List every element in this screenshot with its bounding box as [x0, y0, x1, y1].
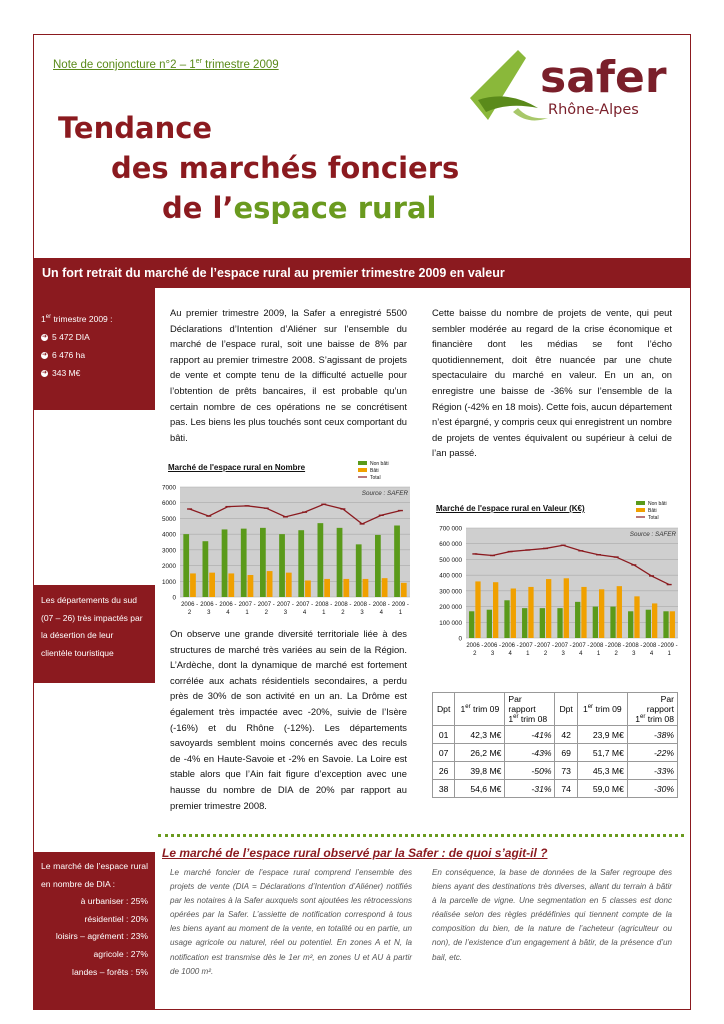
cell: 59,0 M€	[577, 780, 627, 798]
bar-non-bati	[522, 608, 527, 638]
x-tick-label: 2006 -	[501, 643, 519, 649]
col1-paragraph-1: Au premier trimestre 2009, la Safer a enregistré 5500 Déclarations d’Intention d’Aliéner sur l’ensemble du marché de l’espace rural, soit une baisse de 8% par rapport au premier trimestre 2008. S’agissant de projets de vente et compte tenu de la difficulté actuelle pour l’obtention de prêts bancaires, il est probable qu’un certain nombre de ces opérations ne se concrétisent pas. Les biens les plus touchés sont ceux comportant du bâti.	[170, 307, 407, 443]
legend-label: Bâti	[370, 468, 379, 474]
cell: 74	[555, 780, 577, 798]
x-tick-label: 2008 -	[372, 602, 390, 608]
x-tick-label: 2007 -	[519, 643, 537, 649]
y-tick-label: 4000	[161, 531, 176, 539]
section-2-title: Le marché de l’espace rural observé par la Safer : de quoi s’agit-il ?	[162, 846, 548, 860]
y-tick-label: 700 000	[439, 525, 462, 533]
table-header: Par rapport 1er trim 08	[505, 693, 555, 726]
y-tick-label: 0	[172, 594, 176, 602]
cell: 01	[433, 726, 455, 744]
x-tick-label: 2	[187, 610, 192, 616]
chart-value	[422, 497, 684, 667]
key-figures-heading: 1er trimestre 2009 :	[41, 314, 113, 324]
logo-region: Rhône-Alpes	[548, 102, 639, 118]
x-tick-label: 1	[398, 610, 403, 616]
arrow-icon: ➜	[41, 370, 48, 377]
cell: -41%	[505, 726, 555, 744]
table-header: 1er trim 09	[455, 693, 505, 726]
bar-non-bati	[575, 602, 580, 638]
cell: -38%	[627, 726, 677, 744]
bar-non-bati	[337, 528, 343, 597]
cell: 07	[433, 744, 455, 762]
x-tick-label: 2007 -	[536, 643, 555, 649]
title-line-1: Tendance	[58, 111, 213, 145]
cell: -31%	[505, 780, 555, 798]
bar-bati	[564, 578, 569, 638]
table-header: 1er trim 09	[577, 693, 627, 726]
bar-non-bati	[279, 534, 285, 597]
y-tick-label: 5000	[161, 515, 176, 523]
table-row	[433, 726, 678, 744]
bar-bati	[248, 575, 254, 597]
x-tick-label: 2008 -	[334, 602, 352, 608]
x-tick-label: 2008 -	[589, 643, 608, 649]
y-tick-label: 500 000	[439, 556, 462, 564]
department-value-table	[432, 692, 678, 798]
bar-non-bati	[222, 529, 228, 597]
x-tick-label: 2	[341, 610, 345, 616]
cell: -22%	[627, 744, 677, 762]
cell: 23,9 M€	[577, 726, 627, 744]
sidebar-segments	[34, 852, 155, 1010]
bar-bati	[546, 579, 551, 638]
x-tick-label: 2007 -	[238, 602, 256, 608]
bar-non-bati	[593, 607, 598, 638]
bar-bati	[617, 586, 622, 638]
x-tick-label: 4	[508, 651, 512, 657]
bar-non-bati	[469, 611, 474, 638]
legend-label: Non bâti	[648, 501, 667, 507]
x-tick-label: 2	[473, 651, 477, 657]
cell: 45,3 M€	[577, 762, 627, 780]
bar-bati	[324, 579, 330, 597]
x-tick-label: 1	[526, 651, 530, 657]
y-tick-label: 3000	[161, 547, 176, 555]
x-tick-label: 1	[667, 651, 671, 657]
x-tick-label: 2009 -	[391, 602, 409, 608]
x-tick-label: 2007 -	[257, 602, 275, 608]
bar-bati	[382, 578, 388, 597]
y-tick-label: 300 000	[439, 588, 462, 596]
x-tick-label: 2008 -	[642, 643, 661, 649]
x-tick-label: 2	[614, 651, 618, 657]
sec2-col1-text: Le marché foncier de l’espace rural comprend l’ensemble des projets de vente (DIA = Déclarations d’Intention d’Aliéner) notifiés par les notaires à la Safer auxquels sont ajoutées les rétrocessions opérées par la Safer. L’assiette de notification correspond à tous les biens ayant au moment de la vente, en totalité ou en partie, un usage agricole ou naturel, réel ou potentiel. En zones A et N, la notification est transmise dès le 1er m², en zones U et AU à partir de 1000 m².	[170, 868, 412, 976]
cell: 38	[433, 780, 455, 798]
x-tick-label: 2	[264, 610, 268, 616]
chart-value-title: Marché de l'espace rural en Valeur (K€)	[436, 504, 585, 513]
bar-bati	[228, 573, 234, 597]
x-tick-label: 4	[302, 610, 307, 616]
x-tick-label: 2009 -	[660, 643, 678, 649]
bar-bati	[267, 571, 273, 597]
chart-count-svg	[160, 455, 418, 625]
bar-bati	[343, 579, 349, 597]
bar-non-bati	[375, 535, 381, 597]
bar-bati	[475, 581, 480, 638]
x-tick-label: 3	[561, 651, 565, 657]
sidebar-text: clientèle touristique	[41, 647, 114, 658]
y-tick-label: 600 000	[439, 541, 462, 549]
x-tick-label: 2008 -	[353, 602, 371, 608]
y-tick-label: 400 000	[439, 572, 462, 580]
table-row	[433, 762, 678, 780]
legend-label: Non bâti	[370, 461, 389, 467]
bar-bati	[305, 581, 311, 598]
col1-paragraph-2: On observe une grande diversité territoriale liée à des structures de marché très variées au sein de la Région. L’Ardèche, dont la dynamique de marché est fortement corrélée aux achats résidentiels secondaires, a perdu près de 30% de son activité en un an. La Drôme est également très impactée avec -20%, suivie de l’Isère (-16%) et du Rhône (-12%). Les départements savoyards semblent moins concernés avec des reculs de -4% en Haute-Savoie et -2% en Savoie. La Loire est stable alors que l’Ain fait figure d’exception avec une hausse du nombre de DIA de 20% par rapport au premier trimestre 2008.	[170, 628, 407, 811]
bar-non-bati	[540, 608, 545, 638]
x-tick-label: 2	[543, 651, 548, 657]
legend-swatch	[358, 468, 367, 472]
segments-heading: Le marché de l’espace rural en nombre de DIA :	[41, 861, 148, 889]
chart-value-svg	[422, 497, 684, 667]
bar-bati	[581, 587, 586, 638]
chart-count	[160, 455, 418, 625]
x-tick-label: 1	[322, 610, 326, 616]
x-tick-label: 1	[596, 651, 601, 657]
bar-non-bati	[663, 611, 668, 638]
cell: -43%	[505, 744, 555, 762]
safer-logo	[468, 50, 673, 130]
cell: 42,3 M€	[455, 726, 505, 744]
y-tick-label: 6000	[161, 500, 176, 508]
bar-bati	[493, 582, 498, 638]
bar-non-bati	[487, 610, 492, 638]
sidebar-key-figures	[34, 288, 155, 410]
key-figure-ha: ➜ 6 476 ha	[41, 350, 86, 360]
x-tick-label: 2008 -	[607, 643, 625, 649]
legend-swatch	[636, 501, 645, 505]
x-tick-label: 4	[579, 651, 583, 657]
cell: 42	[555, 726, 577, 744]
cell: 73	[555, 762, 577, 780]
x-tick-label: 2007 -	[276, 602, 294, 608]
y-tick-label: 2000	[161, 563, 176, 571]
x-tick-label: 2006 -	[181, 602, 199, 608]
table-header: Par rapport 1er trim 08	[627, 693, 677, 726]
y-tick-label: 1000	[161, 578, 176, 586]
bar-non-bati	[298, 530, 304, 597]
y-tick-label: 0	[458, 635, 462, 643]
key-figure-dia: ➜ 5 472 DIA	[41, 332, 90, 342]
arrow-icon: ➜	[41, 352, 48, 359]
bar-non-bati	[628, 611, 633, 638]
title-line-2: des marchés fonciers	[111, 151, 460, 185]
x-tick-label: 2007 -	[554, 643, 572, 649]
x-tick-label: 3	[283, 610, 288, 616]
cell: -50%	[505, 762, 555, 780]
segment-item: à urbaniser : 25%	[80, 896, 148, 907]
x-tick-label: 3	[360, 610, 364, 616]
arrow-icon: ➜	[41, 334, 48, 341]
x-tick-label: 3	[207, 610, 211, 616]
bar-bati	[511, 589, 516, 639]
title-line-3: de l’espace rural	[162, 191, 437, 225]
segment-item: landes – forêts : 5%	[72, 966, 148, 977]
legend-swatch	[358, 461, 367, 465]
col2-paragraph-1: Cette baisse du nombre de projets de vente, qui peut sembler modérée au regard de la crise économique et financière dont les médias se font l’écho quotidiennement, doit être nuancée par une chute spectaculaire du marché en valeur. En un an, on enregistre une baisse de -36% sur l’ensemble de la Région (-42% en 18 mois). Cette fois, aucun département n’est épargné, y compris ceux qui enregistrent un nombre de projets de ventes équivalent ou supérieur à celui de l’an passé.	[432, 307, 672, 459]
bar-bati	[190, 573, 196, 597]
cell: -30%	[627, 780, 677, 798]
key-figure-value: ➜ 343 M€	[41, 368, 81, 378]
cell: 54,6 M€	[455, 780, 505, 798]
table-header: Dpt	[433, 693, 455, 726]
chart-source: Source : SAFER	[361, 490, 408, 497]
x-tick-label: 3	[632, 651, 636, 657]
legend-label: Total	[370, 475, 381, 481]
dotted-divider	[158, 834, 684, 837]
y-tick-label: 7000	[161, 484, 176, 492]
bar-non-bati	[203, 541, 209, 597]
sidebar-text: Les départements du sud	[41, 595, 137, 605]
bar-bati	[209, 573, 215, 597]
bar-bati	[670, 611, 675, 638]
logo-brand: safer	[540, 52, 667, 103]
segment-item: résidentiel : 20%	[84, 913, 148, 924]
legend-swatch	[636, 508, 645, 512]
y-tick-label: 200 000	[439, 604, 462, 612]
bar-non-bati	[557, 608, 562, 638]
table-header: Dpt	[555, 693, 577, 726]
sidebar-text: la désertion de leur	[41, 630, 114, 640]
x-tick-label: 3	[490, 651, 495, 657]
bar-non-bati	[610, 607, 615, 638]
x-tick-label: 2007 -	[296, 602, 314, 608]
bar-non-bati	[646, 610, 651, 638]
x-tick-label: 2008 -	[625, 643, 643, 649]
cell: 51,7 M€	[577, 744, 627, 762]
cell: -33%	[627, 762, 677, 780]
x-tick-label: 1	[245, 610, 249, 616]
segment-item: loisirs – agrément : 23%	[55, 931, 148, 942]
sidebar-south-departments	[34, 585, 155, 683]
y-tick-label: 100 000	[439, 619, 462, 627]
x-tick-label: 2006 -	[200, 602, 218, 608]
legend-label: Bâti	[648, 508, 657, 514]
x-tick-label: 4	[379, 610, 383, 616]
x-tick-label: 2006 -	[483, 643, 502, 649]
bar-non-bati	[504, 600, 509, 638]
bar-non-bati	[241, 529, 247, 597]
main-headline: Un fort retrait du marché de l’espace rural au premier trimestre 2009 en valeur	[34, 258, 690, 288]
bar-non-bati	[394, 526, 400, 598]
cell: 26,2 M€	[455, 744, 505, 762]
bar-non-bati	[260, 528, 266, 597]
sec2-col2-text: En conséquence, la base de données de la Safer regroupe des biens ayant des destinations très diverses, allant du terrain à bâtir à la parcelle de vigne. Une segmentation en 5 classes est donc réalisée selon des règles prédéfinies qui tiennent compte de la composition du bien, de la nature de l’acheteur (agriculteur ou non), de l’existence d’un engagement à bâtir, de la présence d’un bail, etc.	[432, 868, 672, 962]
bar-bati	[363, 579, 369, 597]
x-tick-label: 2007 -	[572, 643, 590, 649]
cell: 69	[555, 744, 577, 762]
bar-non-bati	[318, 523, 324, 597]
cell: 39,8 M€	[455, 762, 505, 780]
bar-bati	[599, 589, 604, 638]
bar-bati	[401, 583, 407, 597]
chart-count-title: Marché de l'espace rural en Nombre	[168, 463, 306, 472]
bar-bati	[652, 603, 657, 638]
segment-item: agricole : 27%	[93, 948, 148, 959]
table-row	[433, 744, 678, 762]
x-tick-label: 2006 -	[466, 643, 484, 649]
x-tick-label: 2008 -	[315, 602, 333, 608]
table-header-row	[433, 693, 678, 726]
bulletin-note: Note de conjoncture n°2 – 1er trimestre 2009	[53, 58, 279, 71]
bar-non-bati	[356, 544, 362, 597]
x-tick-label: 4	[226, 610, 230, 616]
table-row	[433, 780, 678, 798]
bar-bati	[286, 573, 292, 597]
cell: 26	[433, 762, 455, 780]
chart-source: Source : SAFER	[629, 531, 676, 538]
legend-label: Total	[648, 515, 659, 521]
bar-bati	[528, 587, 533, 638]
sidebar-text: (07 – 26) très impactés par	[41, 612, 143, 623]
x-tick-label: 2006 -	[219, 602, 237, 608]
bar-bati	[634, 596, 639, 638]
x-tick-label: 4	[649, 651, 654, 657]
bar-non-bati	[183, 534, 189, 597]
